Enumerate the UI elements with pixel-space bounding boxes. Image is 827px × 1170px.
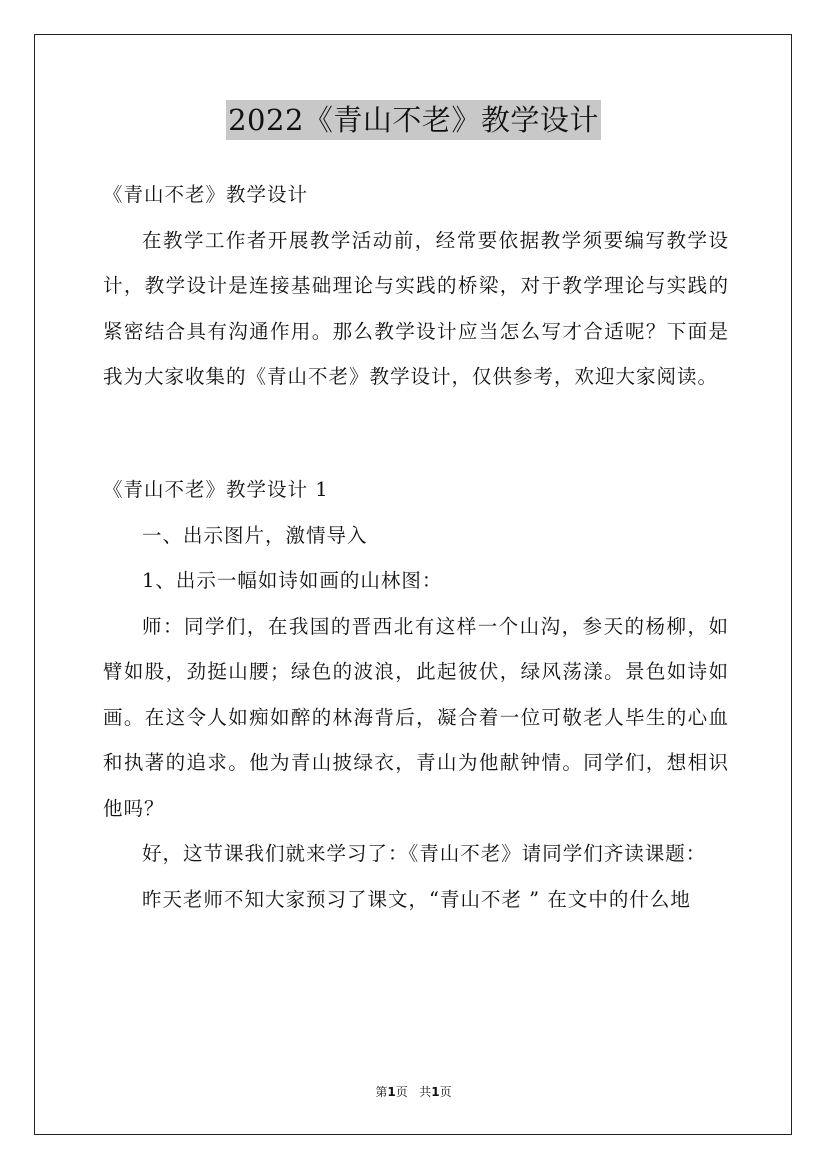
total-prefix: 共: [419, 1085, 432, 1099]
page-suffix: 页: [395, 1085, 408, 1099]
teacher-paragraph: 师：同学们，在我国的晋西北有这样一个山沟，参天的杨柳，如臂如股，劲挺山腰；绿色的波浪，此起彼伏，绿风荡漾。景色如诗如画。在这令人如痴如醉的林海背后，凝合着一位可敬老人毕生的心血和执著的追求。他为青山披绿衣，青山为他献钟情。同学们，想相识他吗？: [103, 614, 729, 820]
blank-line: [103, 400, 729, 446]
section-gap: [103, 445, 729, 467]
total-suffix: 页: [439, 1085, 452, 1099]
title-container: [0, 100, 827, 140]
read-paragraph: 好，这节课我们就来学习了：《青山不老》请同学们齐读课题：: [142, 842, 707, 865]
total-pages: 1: [431, 1085, 440, 1099]
page-number: 1: [387, 1085, 396, 1099]
last-paragraph: 昨天老师不知大家预习了课文，“青山不老 ” 在文中的什么地: [142, 887, 691, 911]
step-heading: 一、出示图片，激情导入: [142, 523, 368, 547]
document-title: 2022《青山不老》教学设计: [226, 100, 601, 140]
subtitle: 《青山不老》教学设计: [103, 183, 309, 206]
document-body: [103, 172, 729, 922]
section-title: 《青山不老》教学设计 1: [103, 478, 329, 501]
page-prefix: 第: [375, 1085, 388, 1099]
page-footer: [0, 1083, 827, 1101]
step-item: 1、出示一幅如诗如画的山林图：: [142, 569, 443, 592]
intro-paragraph: 在教学工作者开展教学活动前，经常要依据教学须要编写教学设计，教学设计是连接基础理论与实践的桥梁，对于教学理论与实践的紧密结合具有沟通作用。那么教学设计应当怎么写才合适呢？下面是我为大家收集的《青山不老》教学设计，仅供参考，欢迎大家阅读。: [103, 228, 729, 388]
